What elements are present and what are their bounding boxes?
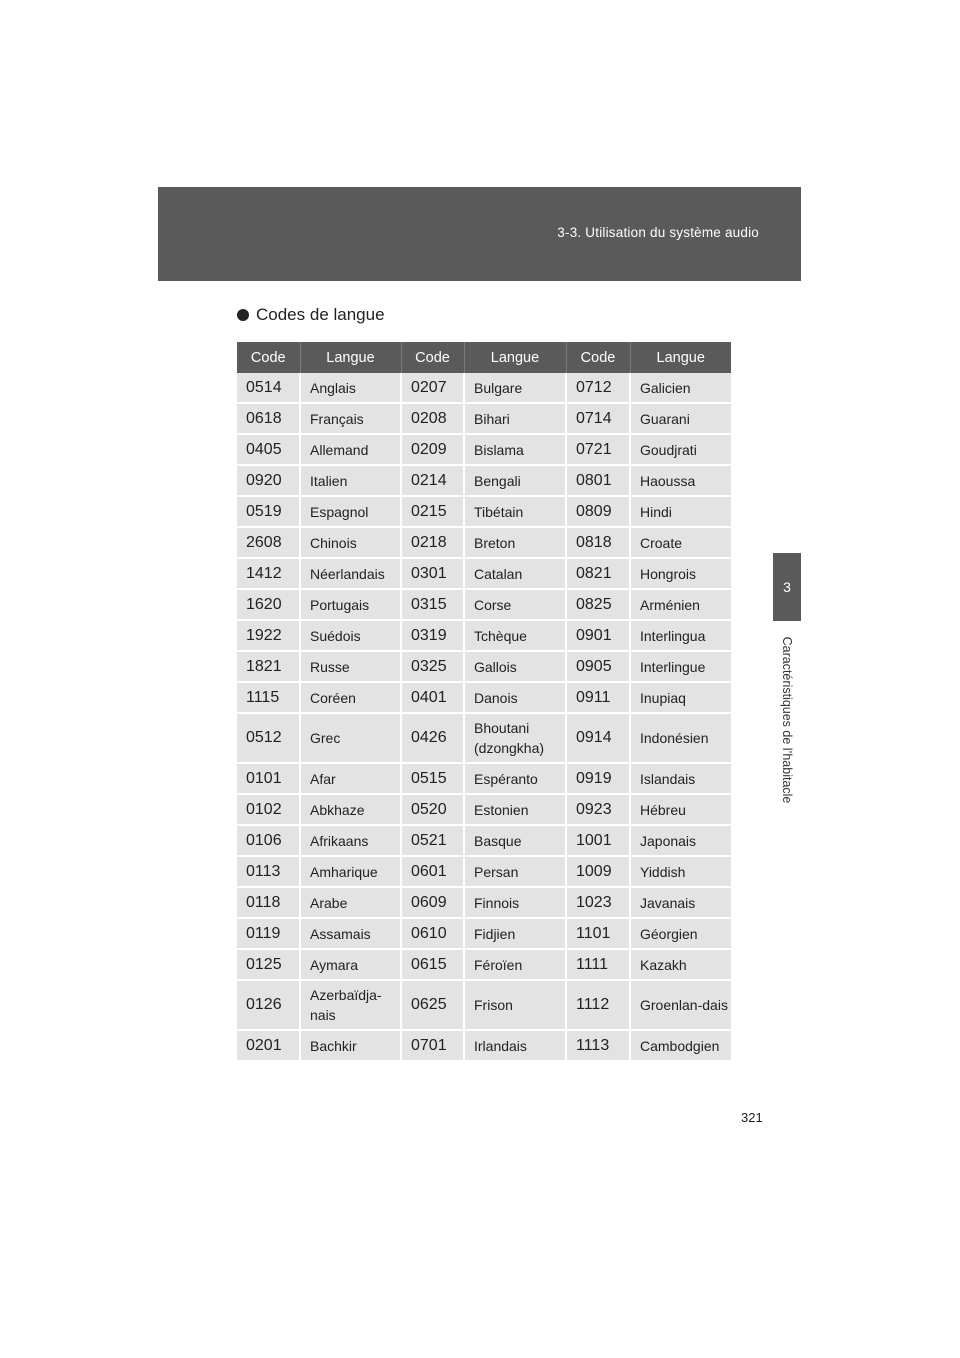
language-cell: Cambodgien <box>630 1030 731 1061</box>
language-cell: Arménien <box>630 589 731 620</box>
code-cell: 0207 <box>401 373 464 403</box>
language-cell: Amharique <box>300 856 401 887</box>
column-header: Langue <box>630 342 731 373</box>
bullet-icon <box>237 309 249 321</box>
code-cell: 1112 <box>566 980 630 1030</box>
code-cell: 0923 <box>566 794 630 825</box>
code-cell: 0914 <box>566 713 630 763</box>
language-cell: Chinois <box>300 527 401 558</box>
language-cell: Fidjien <box>464 918 566 949</box>
language-cell: Coréen <box>300 682 401 713</box>
language-cell: Catalan <box>464 558 566 589</box>
code-cell: 0514 <box>237 373 300 403</box>
code-cell: 0521 <box>401 825 464 856</box>
code-cell: 0325 <box>401 651 464 682</box>
code-cell: 0625 <box>401 980 464 1030</box>
language-cell: Grec <box>300 713 401 763</box>
table-row <box>237 794 731 825</box>
language-cell: Bulgare <box>464 373 566 403</box>
table-row <box>237 403 731 434</box>
code-cell: 0825 <box>566 589 630 620</box>
table-row <box>237 527 731 558</box>
code-cell: 0113 <box>237 856 300 887</box>
table-row <box>237 825 731 856</box>
language-cell: Estonien <box>464 794 566 825</box>
code-cell: 0818 <box>566 527 630 558</box>
table-header-row <box>237 342 731 373</box>
language-cell: Bihari <box>464 403 566 434</box>
table-row <box>237 980 731 1030</box>
code-cell: 0101 <box>237 763 300 794</box>
code-cell: 0601 <box>401 856 464 887</box>
table-row <box>237 887 731 918</box>
language-cell: Féroïen <box>464 949 566 980</box>
code-cell: 0301 <box>401 558 464 589</box>
language-cell: Anglais <box>300 373 401 403</box>
language-cell: Yiddish <box>630 856 731 887</box>
code-cell: 0515 <box>401 763 464 794</box>
code-cell: 1620 <box>237 589 300 620</box>
code-cell: 0512 <box>237 713 300 763</box>
code-cell: 1111 <box>566 949 630 980</box>
code-cell: 0118 <box>237 887 300 918</box>
language-cell: Géorgien <box>630 918 731 949</box>
language-cell: Italien <box>300 465 401 496</box>
language-cell: Bislama <box>464 434 566 465</box>
language-cell: Hindi <box>630 496 731 527</box>
code-cell: 0618 <box>237 403 300 434</box>
table-row <box>237 496 731 527</box>
section-heading <box>237 305 385 325</box>
language-cell: Galicien <box>630 373 731 403</box>
language-cell: Interlingua <box>630 620 731 651</box>
code-cell: 0520 <box>401 794 464 825</box>
table-row <box>237 949 731 980</box>
language-cell: Espagnol <box>300 496 401 527</box>
code-cell: 0609 <box>401 887 464 918</box>
code-cell: 0901 <box>566 620 630 651</box>
chapter-label: Caractéristiques de l’habitacle <box>780 636 794 804</box>
language-cell: Russe <box>300 651 401 682</box>
language-cell: Croate <box>630 527 731 558</box>
language-cell: Goudjrati <box>630 434 731 465</box>
language-cell: Tchèque <box>464 620 566 651</box>
code-cell: 0201 <box>237 1030 300 1061</box>
language-cell: Suédois <box>300 620 401 651</box>
page-number: 321 <box>741 1110 763 1125</box>
code-cell: 1101 <box>566 918 630 949</box>
language-cell: Portugais <box>300 589 401 620</box>
table-row <box>237 713 731 763</box>
code-cell: 0401 <box>401 682 464 713</box>
language-cell: Gallois <box>464 651 566 682</box>
table-row <box>237 856 731 887</box>
header-band <box>158 187 801 281</box>
code-cell: 0218 <box>401 527 464 558</box>
language-cell: Afar <box>300 763 401 794</box>
code-cell: 1821 <box>237 651 300 682</box>
language-cell: Guarani <box>630 403 731 434</box>
section-title: 3-3. Utilisation du système audio <box>557 225 759 240</box>
language-cell: Breton <box>464 527 566 558</box>
code-cell: 0801 <box>566 465 630 496</box>
language-cell: Basque <box>464 825 566 856</box>
language-cell: Bachkir <box>300 1030 401 1061</box>
language-cell: Danois <box>464 682 566 713</box>
code-cell: 0911 <box>566 682 630 713</box>
code-cell: 0125 <box>237 949 300 980</box>
chapter-tab <box>773 553 801 621</box>
code-cell: 0519 <box>237 496 300 527</box>
language-cell: Javanais <box>630 887 731 918</box>
code-cell: 0610 <box>401 918 464 949</box>
column-header: Langue <box>300 342 401 373</box>
code-cell: 0315 <box>401 589 464 620</box>
code-cell: 0701 <box>401 1030 464 1061</box>
language-cell: Hébreu <box>630 794 731 825</box>
table-row <box>237 465 731 496</box>
code-cell: 1113 <box>566 1030 630 1061</box>
chapter-number: 3 <box>783 579 791 595</box>
code-cell: 1922 <box>237 620 300 651</box>
code-cell: 0615 <box>401 949 464 980</box>
language-cell: Japonais <box>630 825 731 856</box>
language-cell: Bengali <box>464 465 566 496</box>
language-cell: Assamais <box>300 918 401 949</box>
code-cell: 0919 <box>566 763 630 794</box>
language-cell: Groenlan-dais <box>630 980 731 1030</box>
code-cell: 1412 <box>237 558 300 589</box>
table-row <box>237 918 731 949</box>
language-cell: Azerbaïdja-nais <box>300 980 401 1030</box>
language-cell: Haoussa <box>630 465 731 496</box>
code-cell: 0809 <box>566 496 630 527</box>
language-cell: Kazakh <box>630 949 731 980</box>
column-header: Code <box>401 342 464 373</box>
language-cell: Afrikaans <box>300 825 401 856</box>
code-cell: 0920 <box>237 465 300 496</box>
language-cell: Bhoutani (dzongkha) <box>464 713 566 763</box>
language-cell: Aymara <box>300 949 401 980</box>
language-cell: Corse <box>464 589 566 620</box>
language-cell: Finnois <box>464 887 566 918</box>
table-row <box>237 620 731 651</box>
table-row <box>237 373 731 403</box>
code-cell: 0102 <box>237 794 300 825</box>
code-cell: 0209 <box>401 434 464 465</box>
code-cell: 0721 <box>566 434 630 465</box>
table-row <box>237 651 731 682</box>
language-cell: Allemand <box>300 434 401 465</box>
table-row <box>237 589 731 620</box>
language-cell: Islandais <box>630 763 731 794</box>
language-cell: Français <box>300 403 401 434</box>
column-header: Code <box>566 342 630 373</box>
code-cell: 1001 <box>566 825 630 856</box>
column-header: Code <box>237 342 300 373</box>
language-cell: Arabe <box>300 887 401 918</box>
language-cell: Espéranto <box>464 763 566 794</box>
language-cell: Hongrois <box>630 558 731 589</box>
code-cell: 0106 <box>237 825 300 856</box>
code-cell: 0126 <box>237 980 300 1030</box>
code-cell: 0712 <box>566 373 630 403</box>
code-cell: 1023 <box>566 887 630 918</box>
language-cell: Frison <box>464 980 566 1030</box>
language-cell: Inupiaq <box>630 682 731 713</box>
code-cell: 0208 <box>401 403 464 434</box>
code-cell: 0215 <box>401 496 464 527</box>
language-codes-table <box>237 342 731 1062</box>
section-heading-text: Codes de langue <box>256 305 385 324</box>
language-cell: Persan <box>464 856 566 887</box>
table-row <box>237 434 731 465</box>
code-cell: 0821 <box>566 558 630 589</box>
language-cell: Interlingue <box>630 651 731 682</box>
code-cell: 2608 <box>237 527 300 558</box>
code-cell: 1009 <box>566 856 630 887</box>
table-row <box>237 558 731 589</box>
column-header: Langue <box>464 342 566 373</box>
code-cell: 0905 <box>566 651 630 682</box>
table-row <box>237 1030 731 1061</box>
language-cell: Néerlandais <box>300 558 401 589</box>
language-cell: Abkhaze <box>300 794 401 825</box>
code-cell: 0405 <box>237 434 300 465</box>
code-cell: 0119 <box>237 918 300 949</box>
table-row <box>237 763 731 794</box>
code-cell: 0714 <box>566 403 630 434</box>
code-cell: 0319 <box>401 620 464 651</box>
language-cell: Indonésien <box>630 713 731 763</box>
code-cell: 0214 <box>401 465 464 496</box>
language-cell: Tibétain <box>464 496 566 527</box>
language-cell: Irlandais <box>464 1030 566 1061</box>
table-row <box>237 682 731 713</box>
code-cell: 1115 <box>237 682 300 713</box>
code-cell: 0426 <box>401 713 464 763</box>
